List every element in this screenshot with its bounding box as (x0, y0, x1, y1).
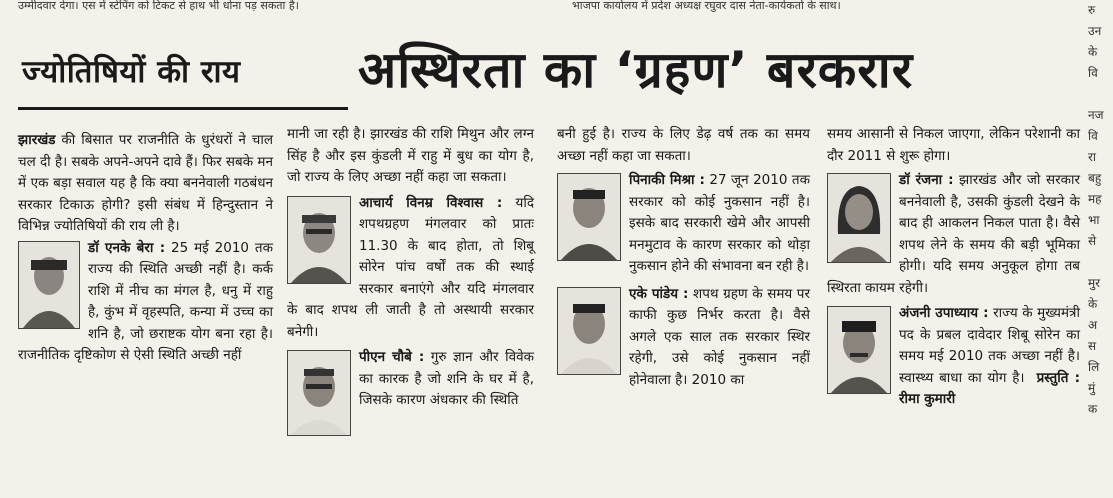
astrologer-ranjana (827, 170, 1080, 299)
photo-upadhyay (827, 306, 891, 394)
kicker: ज्योतिषियों की राय (22, 54, 241, 90)
intro-text: की बिसात पर राजनीति के धुरंधरों ने चाल चल दी है। सबके अपने-अपने दावे हैं। फिर सबके मन में एक बड़ा सवाल यह है कि क्या बननेवाली गठबंधन सरकार टिकाऊ होगी? इसी संबंध में हिन्दुस्तान ने विभिन्न ज्योतिषियों की राय ली है। (18, 132, 273, 234)
edge-line: लि (1088, 360, 1100, 374)
astrologer-name: डॉ एनके बेरा : (88, 239, 166, 256)
astrologer-bera (18, 238, 273, 367)
edge-line: क (1088, 402, 1098, 416)
astrologer-name: पिनाकी मिश्रा : (629, 172, 705, 188)
astrologer-pandey-continued (827, 124, 1080, 167)
edge-line: मह (1088, 192, 1102, 206)
kicker-rule (18, 107, 348, 110)
photo-ranjana (827, 173, 891, 263)
astrologer-text: झारखंड और जो सरकार बननेवाली है, उसकी कुंडली देखने के बाद ही आकलन निकल पाता है। वैसे शपथ लेने के समय की बड़ी भूमिका होगी। यदि समय अनुकूल होगा तब स्थिरता कायम रहेगी। (827, 172, 1080, 296)
astrologer-name: पीएन चौबे : (359, 349, 425, 365)
edge-line: वि (1088, 129, 1098, 143)
astrologer-text: राज्य के मुख्यमंत्री पद के प्रबल दावेदार शिबू सोरेन का समय मई 2010 तक अच्छा नहीं है। स्वास्थ्य बाधा का योग है। (899, 305, 1080, 386)
intro-paragraph (18, 130, 273, 238)
column-3 (557, 124, 810, 391)
astrologer-name: डॉ रंजना : (899, 172, 954, 188)
intro-lead: झारखंड (18, 132, 56, 148)
edge-line: उन (1088, 24, 1102, 38)
edge-line: से (1088, 234, 1097, 248)
edge-line: मुर (1088, 276, 1101, 290)
edge-line: के (1088, 297, 1098, 311)
edge-line: अ (1088, 318, 1098, 332)
column-2 (287, 124, 534, 438)
edge-line: रा (1088, 150, 1097, 164)
byline-name: रीमा कुमारी (899, 391, 956, 407)
astrologer-mishra (557, 170, 810, 278)
astrologer-text: 25 मई 2010 तक राज्य की स्थिति अच्छी नहीं है। कर्क राशि में नीच का मंगल है, धनु में राहु है, कुंभ में वृहस्पति, कन्या में उच्च का शनि है, जो छराष्टक योग बना रहा है। राजनीतिक दृष्टिकोण से ऐसी स्थिति अच्छी नहीं (18, 239, 273, 363)
astrologer-text: गुरु ज्ञान और विवेक का कारक है जो शनि के घर में है, जिसके कारण अंधकार की स्थिति (359, 349, 534, 408)
edge-line: वि (1088, 66, 1098, 80)
photo-vishwas (287, 196, 351, 284)
astrologer-text: समय आसानी से निकल जाएगा, लेकिन परेशानी का दौर 2011 से शुरू होगा। (827, 126, 1080, 164)
top-caption-right: भाजपा कार्यालय में प्रदेश अध्यक्ष रघुवर दास नेता-कार्यकर्ता के साथ। (572, 0, 841, 12)
astrologer-text: मानी जा रही है। झारखंड की राशि मिथुन और लग्न सिंह है और इस कुंडली में राहु में बुध का योग है, जो राज्य के लिए अच्छा नहीं कहा जा सकता। (287, 126, 534, 185)
astrologer-upadhyay (827, 303, 1080, 411)
astrologer-pandey (557, 284, 810, 392)
top-caption-left: उम्मीदवार देगा। एस में स्टेपिंग को टिकट से हाथ भी धोना पड़ सकता है। (18, 0, 299, 12)
edge-line: मुं (1088, 381, 1096, 395)
headline: अस्थिरता का ‘ग्रहण’ बरकरार (358, 41, 914, 99)
edge-line: रु (1088, 3, 1096, 17)
edge-line: बहु (1088, 171, 1102, 185)
adjacent-column-edge (1088, 0, 1113, 498)
astrologer-text: 27 जून 2010 तक सरकार को कोई नुकसान नहीं है। इसके बाद सरकारी खेमे और आपसी मनमुटाव के कारण सरकार को थोड़ा नुकसान होने की संभावना बन रही है। (629, 172, 810, 274)
column-1 (18, 130, 273, 367)
astrologer-text: शपथ ग्रहण के समय पर काफी कुछ निर्भर करता है। वैसे अगले एक साल तक सरकार स्थिर रहेगी, उसे कोई नुकसान नहीं होनेवाला है। 2010 का (629, 285, 810, 388)
astrologer-bera-continued (287, 124, 534, 189)
edge-line: नज (1088, 108, 1104, 122)
astrologer-text: बनी हुई है। राज्य के लिए डेढ़ वर्ष तक का समय अच्छा नहीं कहा जा सकता। (557, 126, 810, 164)
edge-line (1088, 84, 1113, 105)
byline-label: प्रस्तुति : (1036, 369, 1081, 386)
astrologer-text: यदि शपथग्रहण मंगलवार को प्रातः 11.30 के बाद होता, तो शिबू सोरेन पांच वर्षों तक की स्थाई सरकार बनाएंगे और यदि मंगलवार के बाद शपथ ली जाती है तो अस्थायी सरकार बनेगी। (287, 194, 534, 340)
edge-line: स (1088, 339, 1097, 353)
photo-choubey (287, 350, 351, 436)
astrologer-choubey-continued (557, 124, 810, 167)
photo-mishra (557, 173, 621, 261)
astrologer-name: अंजनी उपाध्याय : (899, 305, 989, 321)
edge-line (1088, 252, 1113, 273)
astrologer-name: आचार्य विनम्र विश्वास : (359, 194, 503, 211)
astrologer-vishwas (287, 193, 534, 344)
photo-pandey (557, 287, 621, 375)
edge-line: के (1088, 45, 1098, 59)
column-4 (827, 124, 1080, 411)
astrologer-name: एके पांडेय : (629, 285, 689, 302)
edge-line: भा (1088, 213, 1100, 227)
top-strip (0, 0, 1113, 16)
astrologer-choubey (287, 347, 534, 412)
photo-bera (18, 241, 80, 329)
